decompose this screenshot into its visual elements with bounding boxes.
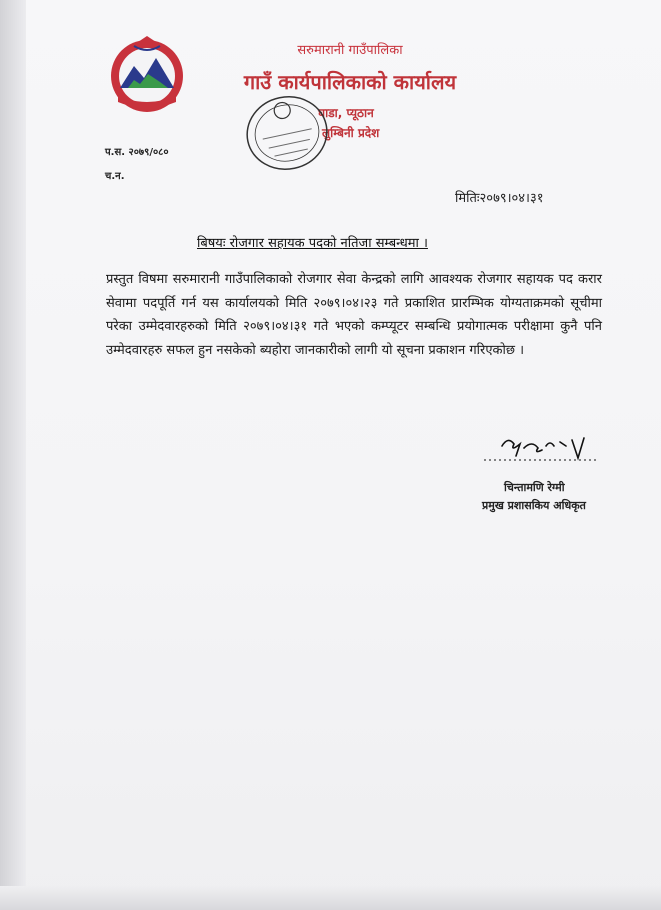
nepal-emblem-icon bbox=[104, 36, 190, 114]
province-name: लुम्बिनी प्रदेश bbox=[322, 126, 380, 140]
notice-body: प्रस्तुत विषमा सरुमारानी गाउँपालिकाको रोजगार सेवा केन्द्रको लागि आवश्यक रोजगार सहायक पद करार सेवामा पदपूर्ति गर्न यस कार्यालयको मिति २०७९।०४।२३ गते प्रकाशित प्रारम्भिक योग्यताक्रमको सूचीमा परेका उम्मेदवारहरुको मिति २०७९।०४।३१ गते भएको कम्प्यूटर सम्बन्धि प्रयोगात्मक परीक्षामा कुनै पनि उम्मेदवारहरु सफल हुन नसकेको ब्यहोरा जानकारीको लागी यो सूचना प्रकाशन गरिएकोछ । bbox=[106, 272, 602, 358]
scan-edge-shadow bbox=[0, 0, 26, 910]
office-name: गाउँ कार्यपालिकाको कार्यालय bbox=[243, 70, 457, 94]
office-address: घाडा, प्यूठान bbox=[318, 106, 374, 120]
office-stamp bbox=[240, 90, 334, 176]
scan-bottom-edge bbox=[0, 886, 661, 910]
dispatch-number: च.न. bbox=[105, 171, 125, 182]
subject-line: बिषयः रोजगार सहायक पदको नतिजा सम्बन्धमा । bbox=[197, 236, 428, 251]
signatory-designation: प्रमुख प्रशासकिय अधिकृत bbox=[482, 499, 586, 512]
signatory-name: चिन्तामणि रेग्मी bbox=[504, 481, 565, 494]
signature bbox=[480, 430, 604, 476]
letter-date: मितिः२०७९।०४।३१ bbox=[455, 191, 544, 206]
municipality-name: सरुमारानी गाउँपालिका bbox=[297, 43, 403, 58]
reference-number: प.स. २०७९/०८० bbox=[105, 147, 169, 158]
